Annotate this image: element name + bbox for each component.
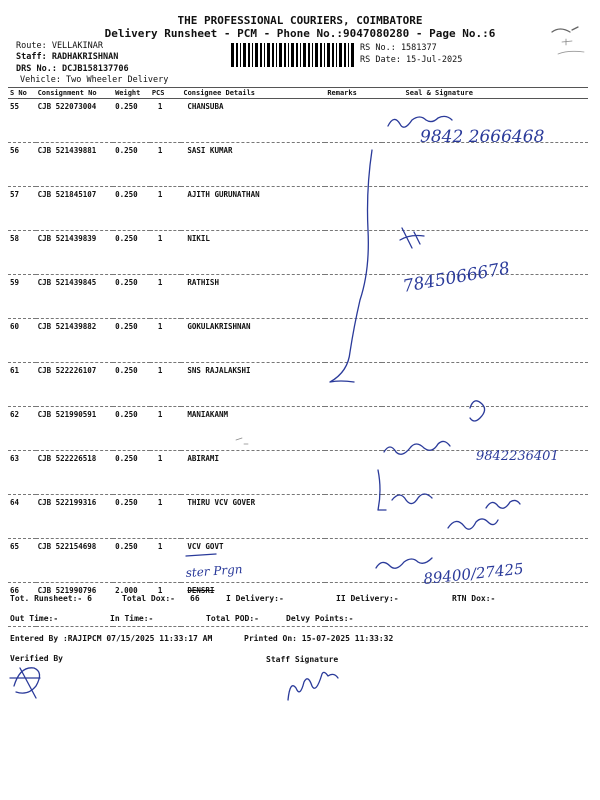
signature-row-64 (392, 494, 432, 504)
signature-row-64b (486, 500, 520, 508)
total-pod: Total POD:- (206, 614, 259, 623)
cell-weight: 0.250 (113, 99, 150, 143)
cell-sno: 66 (8, 583, 36, 627)
company-title: THE PROFESSIONAL COURIERS, COIMBATORE (177, 14, 423, 27)
signature-row-55 (388, 116, 452, 127)
signature-row-62 (470, 401, 485, 421)
i-delivery: I Delivery:- (226, 594, 284, 603)
verified-by-label: Verified By (10, 654, 63, 663)
cell-consignment: CJB 521439845 (36, 275, 114, 319)
cell-consignee: AJITH GURUNATHAN (181, 187, 325, 231)
cell-weight: 0.250 (113, 275, 150, 319)
cell-consignee: GOKULAKRISHNAN (181, 319, 325, 363)
cell-consignment: CJB 521439839 (36, 231, 114, 275)
vehicle-label: Vehicle: Two Wheeler Delivery (20, 75, 169, 85)
cell-consignment: CJB 521845107 (36, 187, 114, 231)
cell-consignment: CJB 521439882 (36, 319, 114, 363)
drs-number: DRS No.: DCJB158137706 (16, 64, 129, 74)
cell-consignee: SASI KUMAR (181, 143, 325, 187)
cell-weight: 0.250 (113, 407, 150, 451)
staff-signature-mark (288, 672, 338, 700)
cell-pcs: 1 (150, 451, 182, 495)
cell-sno: 63 (8, 451, 36, 495)
cell-sno: 64 (8, 495, 36, 539)
cell-weight: 0.250 (113, 539, 150, 583)
phone-row-59: 7845066678 (401, 258, 512, 297)
cell-pcs: 1 (150, 143, 182, 187)
cell-sno: 58 (8, 231, 36, 275)
ii-delivery: II Delivery:- (336, 594, 399, 603)
delvy-points: Delvy Points:- (286, 614, 354, 623)
cell-consignment: CJB 521439881 (36, 143, 114, 187)
out-time: Out Time:- (10, 614, 59, 623)
cell-weight: 0.250 (113, 451, 150, 495)
cell-pcs: 1 (150, 319, 182, 363)
bracket-row-64 (378, 470, 386, 510)
cell-pcs: 1 (150, 187, 182, 231)
col-signature: Seal & Signature (382, 88, 588, 99)
cell-consignee: SNS RAJALAKSHI (181, 363, 325, 407)
cell-consignment: CJB 522226518 (36, 451, 114, 495)
cell-pcs: 1 (150, 407, 182, 451)
total-dox-value: 66 (190, 594, 200, 603)
phone-row-63: 9842236401 (476, 449, 559, 464)
cell-consignee: THIRU VCV GOVER (181, 495, 325, 539)
cell-weight: 0.250 (113, 495, 150, 539)
cell-consignee: DENSRI (181, 583, 325, 627)
cell-consignee: ABIRAMI (181, 451, 325, 495)
cell-consignee: CHANSUBA (181, 99, 325, 143)
tot-runsheet: Tot. Runsheet:- 6 (10, 594, 92, 603)
route-label: Route: VELLAKINAR (16, 41, 103, 51)
strike-through (186, 554, 216, 556)
verified-signature (10, 668, 40, 698)
rs-date: RS Date: 15-Jul-2025 (360, 55, 463, 65)
col-remarks: Remarks (325, 88, 381, 99)
cell-consignment: CJB 521990796 (36, 583, 114, 627)
cell-weight: 0.250 (113, 143, 150, 187)
cell-consignment: CJB 522226107 (36, 363, 114, 407)
cell-sno: 55 (8, 99, 36, 143)
bracket-line (330, 150, 372, 382)
printed-on: Printed On: 15-07-2025 11:33:32 (244, 634, 394, 643)
cell-weight: 0.250 (113, 319, 150, 363)
total-dox-label: Total Dox:- (122, 594, 175, 603)
rs-number: RS No.: 1581377 (360, 43, 437, 53)
cell-pcs: 1 (150, 495, 182, 539)
col-sno: S No (8, 88, 36, 99)
entered-by: Entered By :RAJIPCM 07/15/2025 11:33:17 AM (10, 634, 213, 643)
signature-row-66 (376, 558, 432, 568)
in-time: In Time:- (110, 614, 154, 623)
cell-consignment: CJB 522199316 (36, 495, 114, 539)
cell-sno: 65 (8, 539, 36, 583)
cell-weight: 0.250 (113, 187, 150, 231)
pencil-mark (236, 438, 248, 444)
col-pcs: PCS (150, 88, 182, 99)
rtn-dox: RTN Dox:- (452, 594, 496, 603)
cell-consignment: CJB 521990591 (36, 407, 114, 451)
cell-sno: 61 (8, 363, 36, 407)
cell-consignment: CJB 522154698 (36, 539, 114, 583)
cell-pcs: 1 (150, 231, 182, 275)
signature-row-58 (400, 228, 424, 248)
cell-consignee: VCV GOVT (181, 539, 325, 583)
cell-pcs: 1 (150, 539, 182, 583)
col-consignment: Consignment No (36, 88, 114, 99)
cell-sno: 59 (8, 275, 36, 319)
cell-sno: 56 (8, 143, 36, 187)
signature-row-65 (448, 519, 498, 529)
note-row-66: ster Prgn (185, 562, 243, 580)
cell-pcs: 1 (150, 99, 182, 143)
cell-pcs: 1 (150, 583, 182, 627)
signature-row-63 (384, 441, 450, 454)
cell-consignee: RATHISH (181, 275, 325, 319)
cell-sno: 60 (8, 319, 36, 363)
staff-signature-label: Staff Signature (266, 655, 339, 664)
cell-weight: 2.000 (113, 583, 150, 627)
cell-consignee: NIKIL (181, 231, 325, 275)
phone-row-55: 9842 2666468 (420, 127, 545, 147)
cell-pcs: 1 (150, 275, 182, 319)
phone-row-66: 89400/27425 (422, 559, 525, 588)
runsheet-subtitle: Delivery Runsheet - PCM - Phone No.:9047080280 - Page No.:6 (104, 27, 496, 40)
cell-weight: 0.250 (113, 231, 150, 275)
cell-weight: 0.250 (113, 363, 150, 407)
col-consignee: Consignee Details (181, 88, 325, 99)
cell-sno: 57 (8, 187, 36, 231)
cell-consignee: MANIAKANM (181, 407, 325, 451)
staff-label: Staff: RADHAKRISHNAN (16, 52, 119, 62)
cell-consignment: CJB 522073004 (36, 99, 114, 143)
cell-sno: 62 (8, 407, 36, 451)
cell-pcs: 1 (150, 363, 182, 407)
col-weight: Weight (113, 88, 150, 99)
